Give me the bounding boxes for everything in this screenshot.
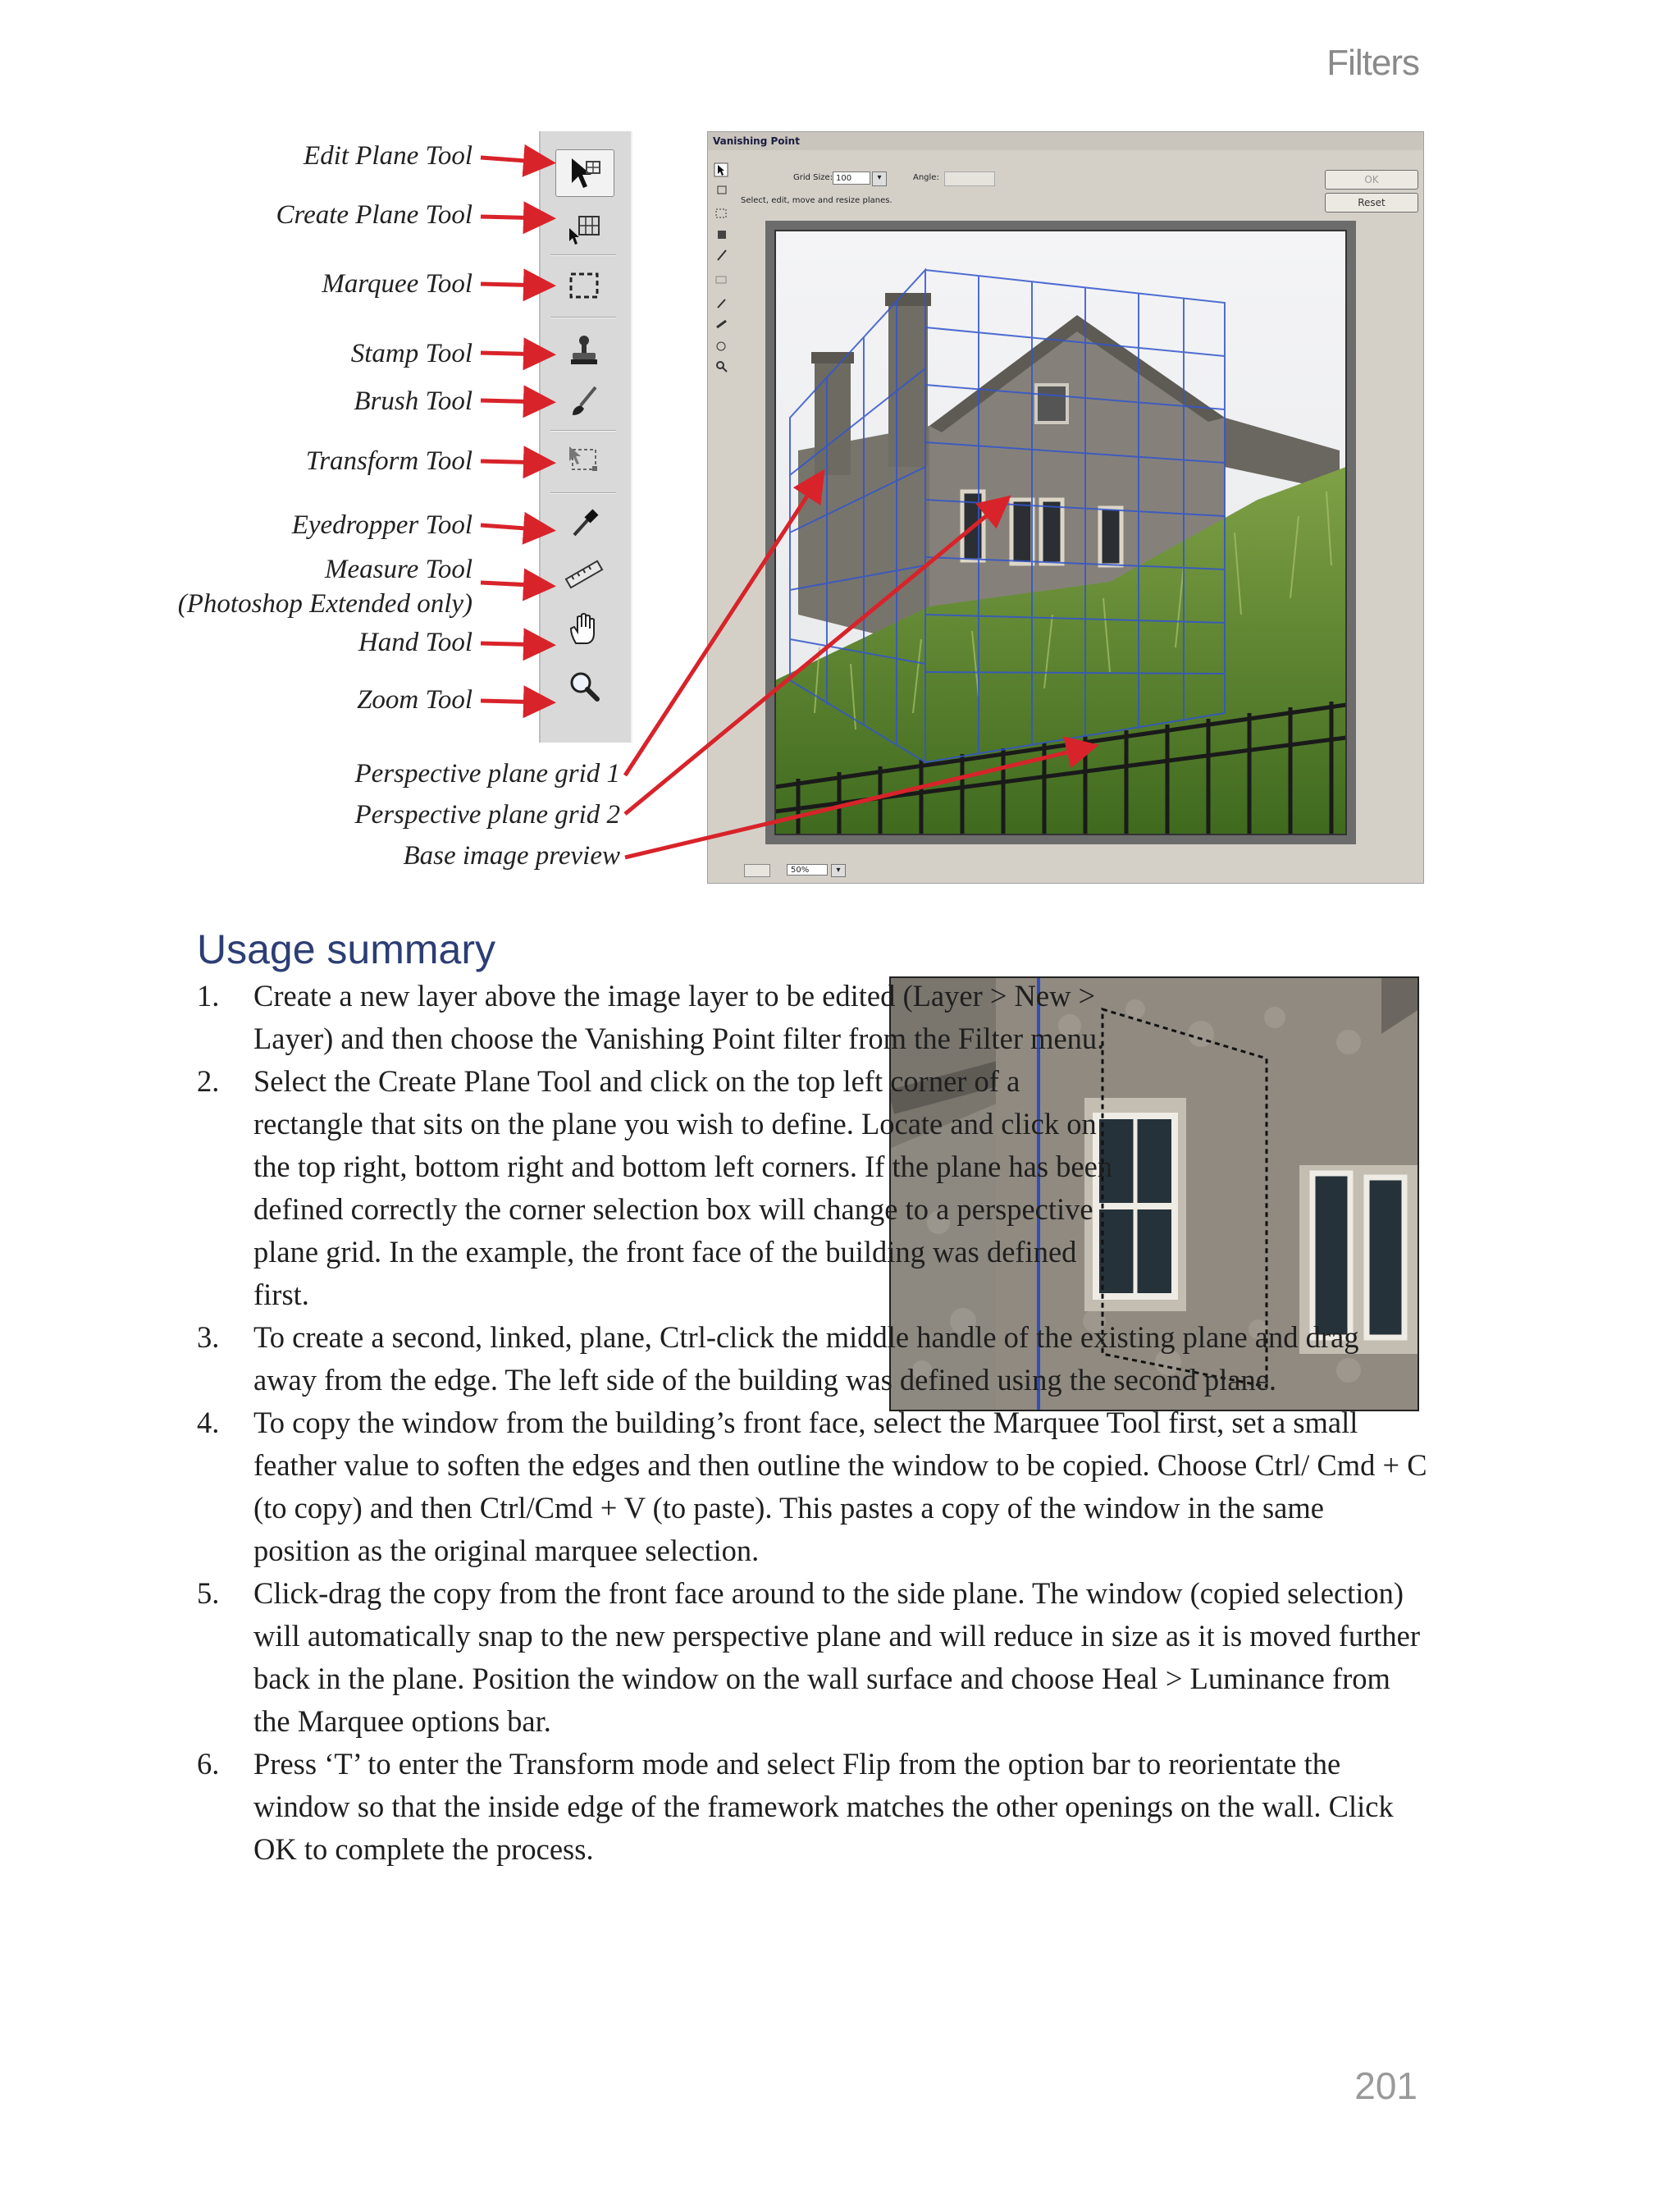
page-number: 201	[1354, 2064, 1418, 2107]
angle-label: Angle:	[913, 173, 939, 182]
list-item: 4. To copy the window from the building’s front face, select the Marquee Tool first, set a small feather value to soften the edges and then outline the window to be copied. Choose Ctrl/ Cmd + C (to copy) and then Ctrl/Cmd + V (to paste). This pastes a copy of the window in the same position as the original marquee selection.	[197, 1406, 1427, 1567]
grid-size-input[interactable]: 100	[833, 171, 870, 185]
label-create-plane-tool: Create Plane Tool	[276, 200, 472, 230]
label-brush-tool: Brush Tool	[354, 386, 472, 416]
list-item: 3. To create a second, linked, plane, Ctrl-click the middle handle of the existing plane and drag away from the edge. The left side of the building was defined using the second plane.	[197, 1320, 1359, 1397]
label-plane-grid-1: Perspective plane grid 1	[354, 759, 620, 789]
label-marquee-tool: Marquee Tool	[322, 269, 472, 299]
label-plane-grid-2: Perspective plane grid 2	[354, 800, 620, 830]
list-item: 5. Click-drag the copy from the front face around to the side plane. The window (copied selection) will automatically snap to the new perspective plane and will reduce in size as it is moved further back in the plane. Position the window on the wall surface and choose Heal > Luminance from the Marquee options bar.	[197, 1576, 1421, 1738]
label-zoom-tool: Zoom Tool	[357, 685, 472, 715]
running-head: Filters	[1326, 43, 1419, 83]
reset-button[interactable]: Reset	[1325, 193, 1418, 213]
hint-text: Select, edit, move and resize planes.	[741, 196, 892, 205]
chevron-down-icon[interactable]: ▾	[831, 864, 846, 877]
dialog-title: Vanishing Point	[708, 132, 1423, 150]
label-measure-note: (Photoshop Extended only)	[177, 589, 472, 619]
label-hand-tool: Hand Tool	[358, 628, 472, 657]
label-base-image-preview: Base image preview	[403, 841, 620, 871]
label-measure-tool: Measure Tool	[325, 555, 472, 584]
usage-steps	[197, 975, 1427, 1871]
list-item: 6. Press ‘T’ to enter the Transform mode and select Flip from the option bar to reorientate the window so that the inside edge of the framework matches the other openings on the wall. Click OK to complete the process.	[197, 1747, 1394, 1866]
label-edit-plane-tool: Edit Plane Tool	[304, 141, 472, 171]
list-item: 1. Create a new layer above the image layer to be edited (Layer > New > Layer) and then choose the Vanishing Point filter from the Filter menu.	[197, 979, 1105, 1055]
label-stamp-tool: Stamp Tool	[350, 339, 472, 368]
section-title: Usage summary	[197, 926, 495, 972]
ok-button[interactable]: OK	[1325, 170, 1418, 190]
label-eyedropper-tool: Eyedropper Tool	[291, 510, 472, 540]
zoom-level-field[interactable]: 50%	[787, 864, 828, 876]
grid-size-label: Grid Size:	[793, 173, 833, 182]
chevron-down-icon[interactable]: ▾	[872, 171, 887, 186]
label-transform-tool: Transform Tool	[305, 446, 472, 476]
list-item: 2. Select the Create Plane Tool and click on the top left corner of a rectangle that sits on the plane you wish to define. Locate and click on the top right, bottom right and bottom left corners. If the plane has been defined correctly the corner selection box will change to a perspective plane grid. In the example, the front face of the building was defined first.	[197, 1064, 1113, 1311]
